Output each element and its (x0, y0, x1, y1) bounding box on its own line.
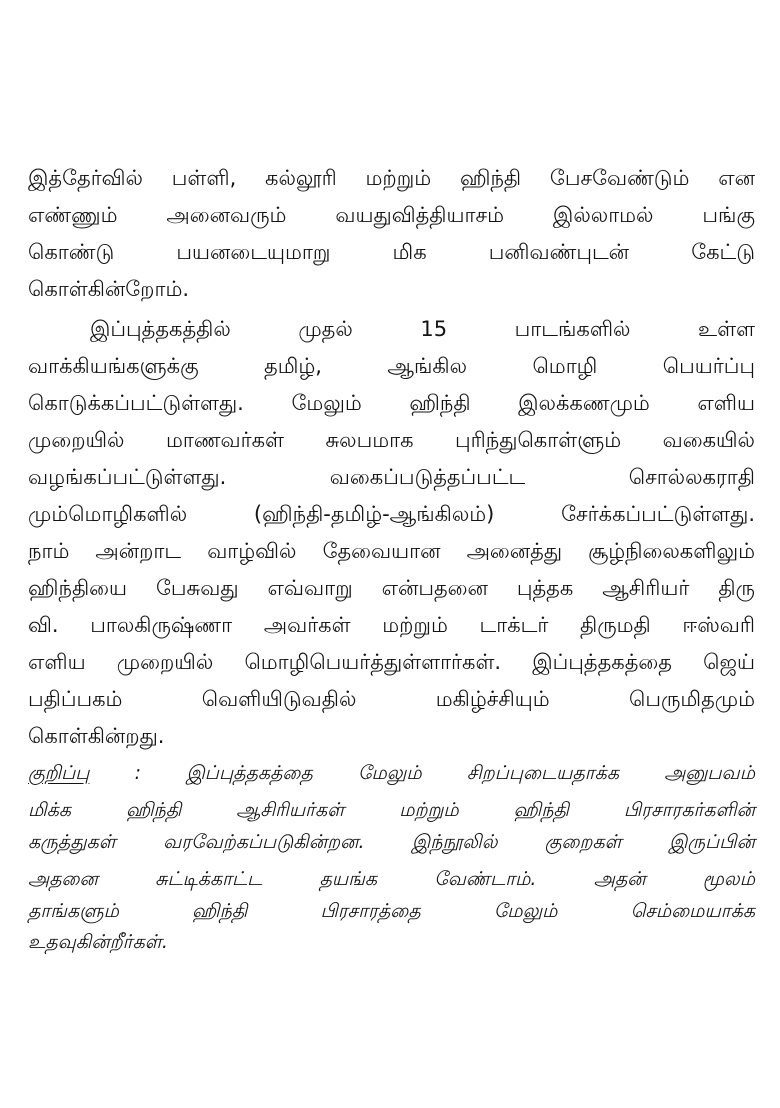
note-line: உதவுகின்றீர்கள். (28, 931, 168, 953)
paragraph-line: வாக்கியங்களுக்கு தமிழ், ஆங்கில மொழி பெயர்ப்பு (28, 354, 755, 378)
paragraph-line: இத்தேர்வில் பள்ளி, கல்லூரி மற்றும் ஹிந்தி பேசவேண்டும் என (28, 166, 755, 190)
paragraph-line: கொடுக்கப்பட்டுள்ளது. மேலும் ஹிந்தி இலக்கணமும் எளிய (28, 391, 755, 415)
paragraph-line: எண்ணும் அனைவரும் வயதுவித்தியாசம் இல்லாமல் பங்கு (28, 203, 755, 227)
paragraph-line: வழங்கப்பட்டுள்ளது. வகைப்படுத்தப்பட்ட சொல்லகராதி (28, 465, 755, 489)
note-line (28, 759, 755, 787)
note-line: கருத்துகள் வரவேற்கப்படுகின்றன. இந்நூலில் குறைகள் இருப்பின் (28, 831, 755, 853)
note-line: தாங்களும் ஹிந்தி பிரசாரத்தை மேலும் செம்மையாக்க (28, 900, 755, 922)
paragraph-line: இப்புத்தகத்தில் முதல் 15 பாடங்களில் உள்ள (90, 317, 755, 341)
note-line: அதனை சுட்டிக்காட்ட தயங்க வேண்டாம். அதன் மூலம் (28, 868, 755, 890)
paragraph-line: கொள்கின்றது. (28, 724, 165, 748)
paragraph-line: வி. பாலகிருஷ்ணா அவர்கள் மற்றும் டாக்டர் திருமதி ஈஸ்வரி (28, 613, 755, 637)
note-text: : இப்புத்தகத்தை மேலும் சிறப்புடையதாக்க அனுபவம் (89, 762, 755, 784)
paragraph-line: கொண்டு பயனடையுமாறு மிக பனிவண்புடன் கேட்டு (28, 240, 755, 264)
paragraph-line: எளிய முறையில் மொழிபெயர்த்துள்ளார்கள். இப்புத்தகத்தை ஜெய் (28, 650, 755, 674)
paragraph-line: மும்மொழிகளில் (ஹிந்தி-தமிழ்-ஆங்கிலம்) சேர்க்கப்பட்டுள்ளது. (28, 502, 755, 526)
paragraph-line: பதிப்பகம் வெளியிடுவதில் மகிழ்ச்சியும் பெருமிதமும் (28, 687, 755, 711)
paragraph-line: முறையில் மாணவர்கள் சுலபமாக புரிந்துகொள்ளும் வகையில் (28, 428, 755, 452)
paragraph-line: ஹிந்தியை பேசுவது எவ்வாறு என்பதனை புத்தக ஆசிரியர் திரு (28, 576, 755, 600)
note-label: குறிப்பு (28, 762, 90, 784)
note-line: மிக்க ஹிந்தி ஆசிரியர்கள் மற்றும் ஹிந்தி பிரசாரகர்களின் (28, 799, 755, 821)
paragraph-line: நாம் அன்றாட வாழ்வில் தேவையான அனைத்து சூழ்நிலைகளிலும் (28, 539, 755, 563)
paragraph-line: கொள்கின்றோம். (28, 277, 190, 301)
